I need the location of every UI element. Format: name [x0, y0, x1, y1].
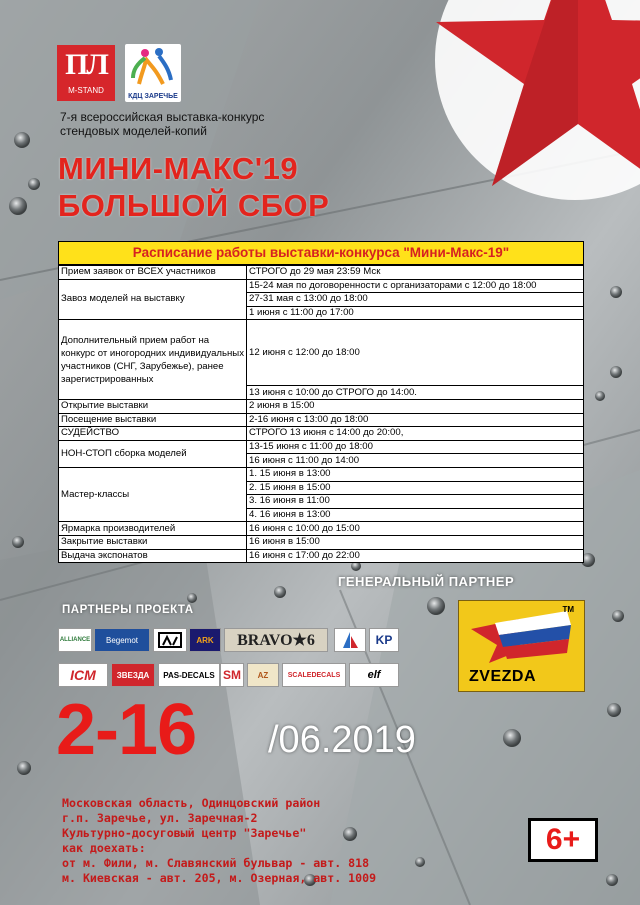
zvezda-tm: TM — [562, 605, 574, 614]
title-line-2: БОЛЬШОЙ СБОР — [58, 188, 330, 223]
row-value: 16 июня с 11:00 до 14:00 — [247, 454, 584, 468]
zvezda-logo — [458, 600, 585, 692]
row-value: 4. 16 июня в 13:00 — [247, 508, 584, 522]
row-label: Открытие выставки — [59, 399, 247, 413]
kdc-logo-caption: КДЦ ЗАРЕЧЬЕ — [128, 93, 178, 100]
mstand-logo-mark: ПЛ — [65, 48, 107, 81]
sail-icon — [339, 630, 361, 650]
row-value: 1. 15 июня в 13:00 — [247, 467, 584, 481]
row-value: 1 июня с 11:00 до 17:00 — [247, 306, 584, 320]
title-line-1: МИНИ-МАКС'19 — [58, 151, 299, 186]
address-line: как доехать: — [62, 841, 146, 855]
event-dates-big: 2-16 — [56, 690, 197, 770]
row-value: 2. 15 июня в 15:00 — [247, 481, 584, 495]
row-label: СУДЕЙСТВО — [59, 427, 247, 441]
partner-logo-zvezda-small: ЗВЕЗДА — [111, 663, 155, 687]
exhibition-subtitle — [60, 110, 320, 138]
dancers-icon — [125, 44, 181, 88]
row-label: НОН-СТОП сборка моделей — [59, 440, 247, 467]
zvezda-wordmark: ZVEZDA — [469, 668, 536, 685]
partner-logo-icm: ICM — [58, 663, 108, 687]
kdc-zarechye-logo — [125, 44, 181, 102]
partner-logo-ark: ARK — [189, 628, 221, 652]
row-label: Завоз моделей на выставку — [59, 279, 247, 320]
partner-logo-elf: elf — [349, 663, 399, 687]
mstand-logo-caption: M-STAND — [68, 86, 104, 95]
row-value: СТРОГО 13 июня с 14:00 до 20:00, — [247, 427, 584, 441]
row-value: 3. 16 июня в 11:00 — [247, 495, 584, 509]
row-value: 16 июня с 10:00 до 15:00 — [247, 522, 584, 536]
row-label: Ярмарка производителей — [59, 522, 247, 536]
mstand-logo — [57, 45, 115, 101]
subtitle-line-1: 7-я всероссийская выставка-конкурс — [60, 110, 265, 124]
address-line: г.п. Заречье, ул. Заречная-2 — [62, 811, 258, 825]
general-partner-label: ГЕНЕРАЛЬНЫЙ ПАРТНЕР — [338, 574, 515, 589]
partner-logo-scaledecals: SCALEDECALS — [282, 663, 346, 687]
row-label: Выдача экспонатов — [59, 549, 247, 563]
table-row — [59, 320, 584, 386]
venue-address — [62, 796, 376, 886]
table-row — [59, 535, 584, 549]
partner-logo-bravo6: BRAVO★6 — [224, 628, 328, 652]
row-label: Посещение выставки — [59, 413, 247, 427]
address-line: Московская область, Одинцовский район — [62, 796, 321, 810]
box-icon — [157, 631, 183, 649]
table-row — [59, 440, 584, 454]
event-title — [58, 150, 329, 224]
schedule-header: Расписание работы выставки-конкурса "Мини-Макс-19" — [58, 241, 584, 265]
address-line: от м. Фили, м. Славянский бульвар - авт. 818 — [62, 856, 370, 870]
partner-logo-az: AZ — [247, 663, 279, 687]
address-line: м. Киевская - авт. 205, м. Озерная, авт. 1009 — [62, 871, 377, 885]
partner-logo-box — [153, 628, 187, 652]
row-label: Дополнительный прием работ на конкурс от иногородних индивидуальных участников (СНГ, Зарубежье), ранее зарегистрированных — [59, 320, 247, 400]
partner-logo-alliance: ALLIANCE — [58, 628, 92, 652]
table-row — [59, 467, 584, 481]
table-row — [59, 399, 584, 413]
row-value: 27-31 мая с 13:00 до 18:00 — [247, 293, 584, 307]
partner-logo-pas-decals: PAS-DECALS — [158, 663, 220, 687]
row-value: 13-15 июня с 11:00 до 18:00 — [247, 440, 584, 454]
table-row — [59, 522, 584, 536]
subtitle-line-2: стендовых моделей-копий — [60, 124, 207, 138]
table-row — [59, 549, 584, 563]
partner-logo-sm: SM — [220, 663, 244, 687]
row-value: 16 июня с 17:00 до 22:00 — [247, 549, 584, 563]
row-value: 16 июня в 15:00 — [247, 535, 584, 549]
partner-logo-kp: KP — [369, 628, 399, 652]
table-row — [59, 427, 584, 441]
row-label: Мастер-классы — [59, 467, 247, 521]
row-value: 12 июня с 12:00 до 18:00 — [247, 320, 584, 386]
schedule-grid — [58, 265, 584, 563]
event-dates-month-year: /06.2019 — [268, 719, 416, 761]
table-row — [59, 266, 584, 280]
row-value: 2-16 июня с 13:00 до 18:00 — [247, 413, 584, 427]
table-row — [59, 413, 584, 427]
schedule-table — [58, 241, 584, 563]
row-value: 2 июня в 15:00 — [247, 399, 584, 413]
row-value: СТРОГО до 29 мая 23:59 Мск — [247, 266, 584, 280]
partner-logo-begemot: Begemot — [94, 628, 150, 652]
partner-logo-sail — [334, 628, 366, 652]
age-rating-badge: 6+ — [528, 818, 598, 862]
row-value: 15-24 мая по договоренности с организаторами с 12:00 до 18:00 — [247, 279, 584, 293]
partners-label: ПАРТНЕРЫ ПРОЕКТА — [62, 604, 194, 616]
row-label: Прием заявок от ВСЕХ участников — [59, 266, 247, 280]
table-row — [59, 279, 584, 293]
row-label: Закрытие выставки — [59, 535, 247, 549]
address-line: Культурно-досуговый центр "Заречье" — [62, 826, 307, 840]
row-value: 13 июня с 10:00 до СТРОГО до 14:00. — [247, 386, 584, 400]
